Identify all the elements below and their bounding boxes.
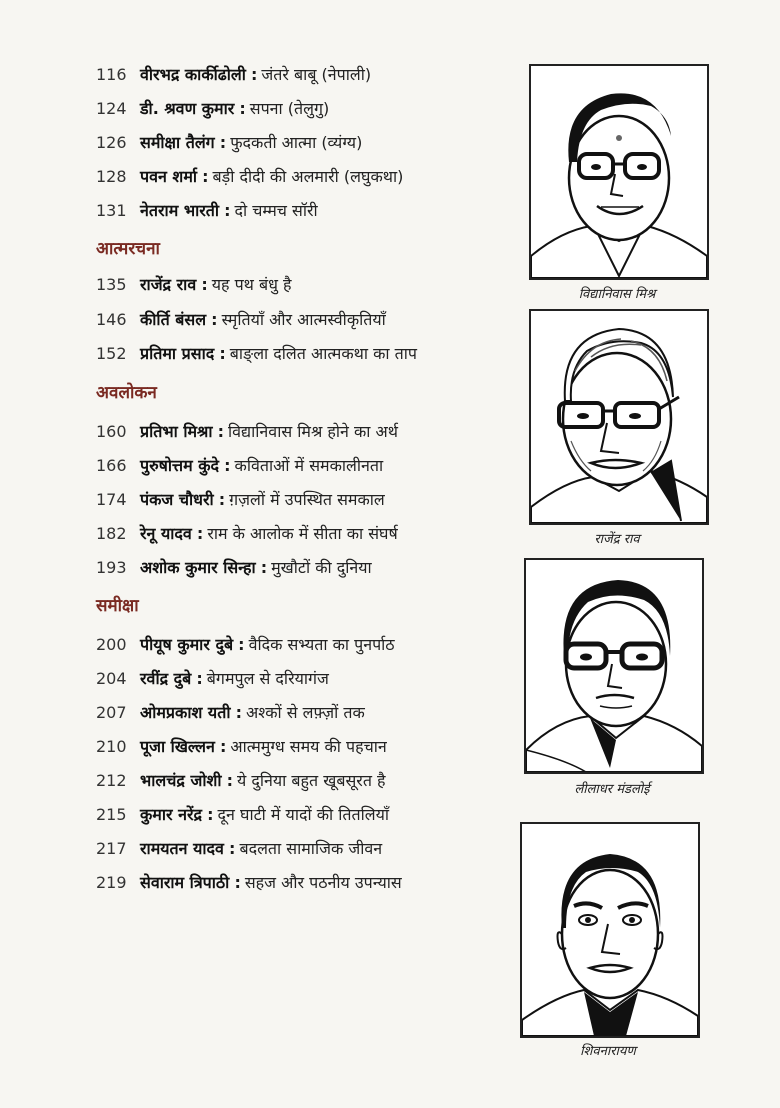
- article-title: राम के आलोक में सीता का संघर्ष: [207, 524, 398, 543]
- toc-entry[interactable]: [96, 341, 516, 367]
- article-title: कविताओं में समकालीनता: [234, 456, 384, 475]
- author-name: भालचंद्र जोशी: [140, 771, 222, 790]
- author-name: रेनू यादव: [140, 524, 192, 543]
- separator: :: [211, 310, 218, 329]
- separator: :: [202, 167, 209, 186]
- separator: :: [239, 99, 246, 118]
- page-number: 200: [96, 635, 127, 654]
- separator: :: [229, 839, 236, 858]
- author-name: पवन शर्मा: [140, 167, 198, 186]
- toc-entry[interactable]: [96, 555, 516, 581]
- page-number: 204: [96, 669, 127, 688]
- article-title: स्मृतियाँ और आत्मस्वीकृतियाँ: [221, 310, 386, 329]
- article-title: आत्ममुग्ध समय की पहचान: [230, 737, 387, 756]
- author-name: रवींद्र दुबे: [140, 669, 192, 688]
- author-name: राजेंद्र राव: [140, 275, 197, 294]
- page-number: 207: [96, 703, 127, 722]
- portrait-caption: राजेंद्र राव: [594, 532, 640, 547]
- separator: :: [219, 737, 227, 756]
- author-name: नेतराम भारती: [140, 201, 220, 220]
- page-number: 128: [96, 167, 127, 186]
- author-name: रामयतन यादव: [140, 839, 224, 858]
- toc-entry[interactable]: [96, 734, 516, 760]
- page-number: 219: [96, 873, 127, 892]
- portrait-sketch: [522, 824, 698, 1036]
- author-name: वीरभद्र कार्कीढोली: [140, 65, 246, 84]
- toc-entry[interactable]: [96, 453, 516, 479]
- separator: :: [226, 771, 234, 790]
- portrait-sketch: [531, 66, 707, 278]
- article-title: वैदिक सभ्यता का पुनर्पाठ: [248, 635, 395, 654]
- separator: :: [224, 456, 231, 475]
- author-name: सेवाराम त्रिपाठी: [140, 873, 230, 892]
- toc-entry[interactable]: [96, 164, 516, 190]
- page-number: 193: [96, 558, 127, 577]
- page-number: 212: [96, 771, 127, 790]
- toc-entry[interactable]: [96, 198, 516, 224]
- author-name: अशोक कुमार सिन्हा: [140, 558, 256, 577]
- section-heading-atmarachna: आत्मरचना: [96, 239, 160, 259]
- article-title: मुखौटों की दुनिया: [271, 558, 372, 577]
- separator: :: [251, 65, 258, 84]
- separator: :: [201, 275, 208, 294]
- toc-entry[interactable]: [96, 836, 516, 862]
- separator: :: [218, 490, 226, 509]
- separator: :: [196, 669, 203, 688]
- article-title: फुदकती आत्मा (व्यंग्य): [230, 133, 363, 152]
- toc-entry[interactable]: [96, 130, 516, 156]
- separator: :: [238, 635, 245, 654]
- separator: :: [219, 133, 227, 152]
- page-number: 152: [96, 344, 127, 363]
- author-name: पीयूष कुमार दुबे: [140, 635, 234, 654]
- separator: :: [207, 805, 214, 824]
- article-title: यह पथ बंधु है: [211, 275, 292, 294]
- author-name: कीर्ति बंसल: [140, 310, 207, 329]
- article-title: बाङ्ला दलित आत्मकथा का ताप: [229, 344, 417, 363]
- section-heading-samiksha: समीक्षा: [96, 596, 139, 616]
- article-title: बदलता सामाजिक जीवन: [239, 839, 383, 858]
- toc-entry[interactable]: [96, 870, 516, 896]
- page-number: 210: [96, 737, 127, 756]
- author-name: प्रतिभा मिश्रा: [140, 422, 213, 441]
- page-number: 146: [96, 310, 127, 329]
- toc-entry[interactable]: [96, 272, 516, 298]
- author-name: ओमप्रकाश यती: [140, 703, 231, 722]
- article-title: सपना (तेलुगु): [249, 99, 330, 118]
- separator: :: [235, 703, 242, 722]
- author-name: समीक्षा तैलंग: [140, 133, 215, 152]
- separator: :: [234, 873, 241, 892]
- author-name: पूजा खिल्लन: [140, 737, 215, 756]
- separator: :: [260, 558, 268, 577]
- page-number: 124: [96, 99, 127, 118]
- article-title: जंतरे बाबू (नेपाली): [261, 65, 372, 84]
- author-name: कुमार नरेंद्र: [140, 805, 203, 824]
- author-name: पुरुषोत्तम कुंदे: [140, 456, 220, 475]
- page-number: 174: [96, 490, 127, 509]
- page-number: 217: [96, 839, 127, 858]
- toc-entry[interactable]: [96, 419, 516, 445]
- section-heading-avalokan: अवलोकन: [96, 383, 157, 403]
- article-title: ग़ज़लों में उपस्थित समकाल: [229, 490, 385, 509]
- article-title: अश्कों से लफ़्ज़ों तक: [245, 703, 365, 722]
- portrait-sketch: [531, 311, 707, 523]
- portrait-caption: विद्यानिवास मिश्र: [578, 287, 656, 302]
- page-number: 131: [96, 201, 127, 220]
- separator: :: [196, 524, 204, 543]
- article-title: दून घाटी में यादों की तितलियाँ: [217, 805, 390, 824]
- page-number: 166: [96, 456, 127, 475]
- article-title: ये दुनिया बहुत खूबसूरत है: [237, 771, 386, 790]
- portrait-frame: [529, 64, 709, 280]
- toc-entry[interactable]: [96, 96, 516, 122]
- portrait-caption: शिवनारायण: [580, 1044, 636, 1059]
- page-number: 160: [96, 422, 127, 441]
- portrait-frame: [524, 558, 704, 774]
- separator: :: [217, 422, 225, 441]
- page-number: 116: [96, 65, 127, 84]
- toc-entry[interactable]: [96, 307, 516, 333]
- page-number: 182: [96, 524, 127, 543]
- toc-entry[interactable]: [96, 700, 516, 726]
- article-title: बेगमपुल से दरियागंज: [206, 669, 329, 688]
- separator: :: [219, 344, 226, 363]
- author-name: प्रतिमा प्रसाद: [140, 344, 215, 363]
- author-name: डी. श्रवण कुमार: [140, 99, 235, 118]
- portrait-caption: लीलाधर मंडलोई: [574, 782, 650, 797]
- article-title: विद्यानिवास मिश्र होने का अर्थ: [228, 422, 398, 441]
- toc-entry[interactable]: [96, 487, 516, 513]
- toc-entry[interactable]: [96, 666, 516, 692]
- author-name: पंकज चौधरी: [140, 490, 214, 509]
- page-number: 126: [96, 133, 127, 152]
- article-title: दो चम्मच सॉरी: [234, 201, 318, 220]
- portrait-sketch: [526, 560, 702, 772]
- separator: :: [224, 201, 231, 220]
- toc-entry[interactable]: [96, 768, 516, 794]
- article-title: सहज और पठनीय उपन्यास: [244, 873, 402, 892]
- toc-entry[interactable]: [96, 632, 516, 658]
- article-title: बड़ी दीदी की अलमारी (लघुकथा): [212, 167, 404, 186]
- toc-entry[interactable]: [96, 802, 516, 828]
- toc-entry[interactable]: [96, 521, 516, 547]
- page-number: 215: [96, 805, 127, 824]
- page-number: 135: [96, 275, 127, 294]
- portrait-frame: [529, 309, 709, 525]
- portrait-frame: [520, 822, 700, 1038]
- toc-entry[interactable]: [96, 62, 516, 88]
